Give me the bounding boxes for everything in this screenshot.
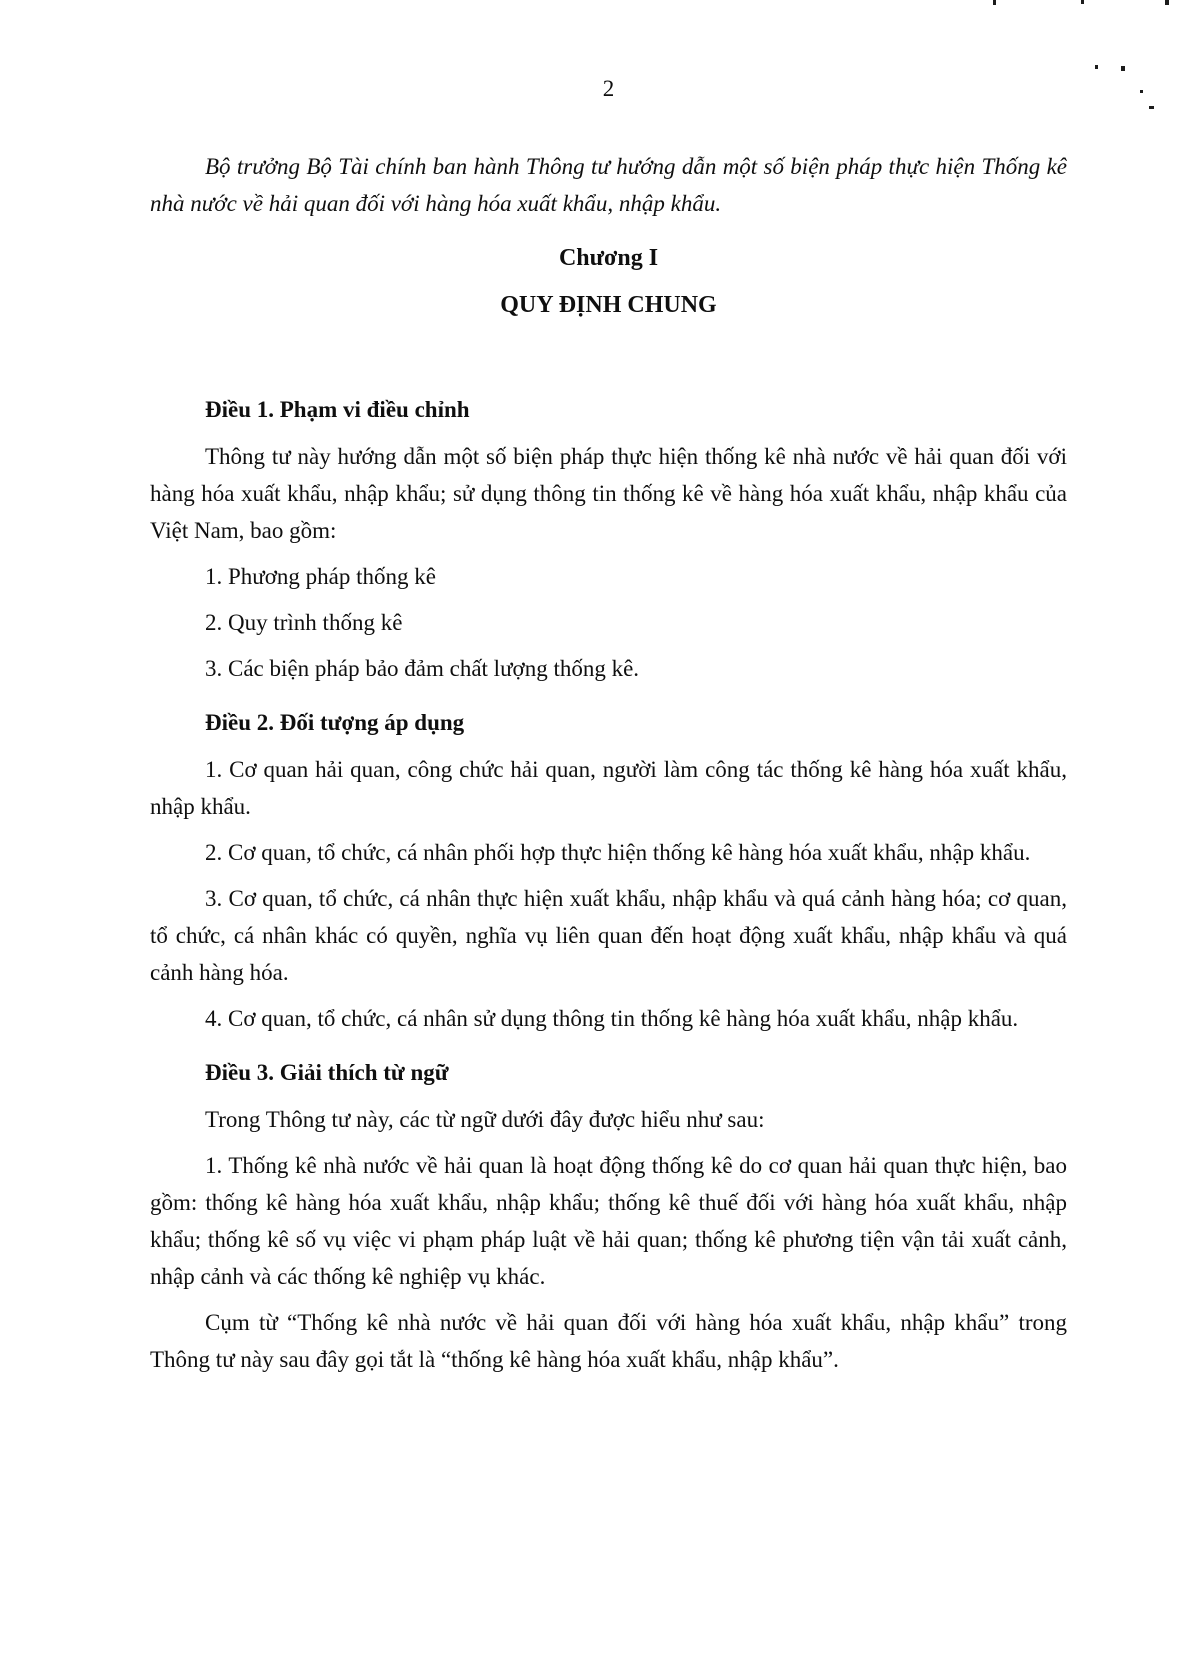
chapter-title: QUY ĐỊNH CHUNG bbox=[500, 292, 717, 318]
article-2-paragraph: 4. Cơ quan, tổ chức, cá nhân sử dụng thông tin thống kê hàng hóa xuất khẩu, nhập khẩu. bbox=[205, 1006, 1019, 1031]
scan-artifact bbox=[1140, 90, 1143, 93]
article-3 bbox=[150, 1054, 1067, 1378]
chapter-heading-block bbox=[150, 238, 1067, 325]
article-1-list-item: 3. Các biện pháp bảo đảm chất lượng thống kê. bbox=[205, 656, 640, 681]
article-2-heading: Điều 2. Đối tượng áp dụng bbox=[205, 710, 465, 735]
article-3-paragraph: 1. Thống kê nhà nước về hải quan là hoạt động thống kê do cơ quan hải quan thực hiện, bao gồm: thống kê hàng hóa xuất khẩu, nhập khẩu; thống kê thuế đối với hàng hóa xuất khẩu, nhập khẩu; thống kê số vụ việc vi phạm pháp luật về hải quan; thống kê phương tiện vận tải xuất cảnh, nhập cảnh và các thống kê nghiệp vụ khác. bbox=[150, 1153, 1067, 1289]
article-2-paragraph: 2. Cơ quan, tổ chức, cá nhân phối hợp thực hiện thống kê hàng hóa xuất khẩu, nhập khẩu. bbox=[205, 840, 1031, 865]
scan-artifact bbox=[1081, 0, 1084, 4]
scan-artifact bbox=[1121, 66, 1125, 71]
article-3-heading: Điều 3. Giải thích từ ngữ bbox=[205, 1060, 449, 1085]
article-2-paragraph: 3. Cơ quan, tổ chức, cá nhân thực hiện xuất khẩu, nhập khẩu và quá cảnh hàng hóa; cơ quan, tổ chức, cá nhân khác có quyền, nghĩa vụ liên quan đến hoạt động xuất khẩu, nhập khẩu và quá cảnh hàng hóa. bbox=[150, 886, 1067, 985]
article-1-list-item: 1. Phương pháp thống kê bbox=[205, 564, 436, 589]
article-1 bbox=[150, 391, 1067, 687]
article-1-list-item: 2. Quy trình thống kê bbox=[205, 610, 403, 635]
article-1-heading: Điều 1. Phạm vi điều chỉnh bbox=[205, 397, 470, 422]
scan-artifact bbox=[1165, 0, 1169, 5]
article-3-paragraph: Trong Thông tư này, các từ ngữ dưới đây được hiểu như sau: bbox=[205, 1107, 765, 1132]
chapter-label: Chương I bbox=[558, 245, 659, 271]
page-number: 2 bbox=[602, 76, 615, 101]
scan-artifact bbox=[1095, 65, 1098, 69]
article-1-paragraph: Thông tư này hướng dẫn một số biện pháp thực hiện thống kê nhà nước về hải quan đối với hàng hóa xuất khẩu, nhập khẩu; sử dụng thông tin thống kê về hàng hóa xuất khẩu, nhập khẩu của Việt Nam, bao gồm: bbox=[150, 444, 1067, 543]
article-2-paragraph: 1. Cơ quan hải quan, công chức hải quan, người làm công tác thống kê hàng hóa xuất khẩu, nhập khẩu. bbox=[150, 757, 1067, 819]
intro-paragraph: Bộ trưởng Bộ Tài chính ban hành Thông tư hướng dẫn một số biện pháp thực hiện Thống kê nhà nước về hải quan đối với hàng hóa xuất khẩu, nhập khẩu. bbox=[150, 154, 1067, 216]
scan-artifact bbox=[993, 0, 996, 5]
article-2 bbox=[150, 704, 1067, 1037]
scan-artifact bbox=[1149, 106, 1154, 109]
article-3-paragraph: Cụm từ “Thống kê nhà nước về hải quan đối với hàng hóa xuất khẩu, nhập khẩu” trong Thông tư này sau đây gọi tắt là “thống kê hàng hóa xuất khẩu, nhập khẩu”. bbox=[150, 1310, 1067, 1372]
